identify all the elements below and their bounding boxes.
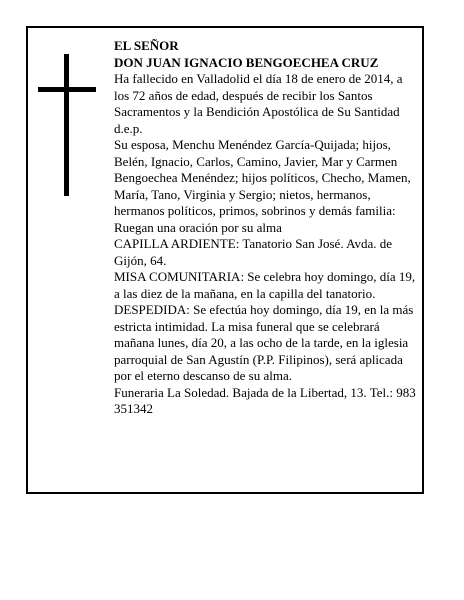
deceased-name: DON JUAN IGNACIO BENGOECHEA CRUZ xyxy=(114,54,379,70)
cross-vertical-bar xyxy=(64,54,69,196)
funeral-home-info: Funeraria La Soledad. Bajada de la Libertad, 13. Tel.: 983 351342 xyxy=(114,384,416,416)
latin-cross-icon xyxy=(38,54,96,196)
chapel-info: CAPILLA ARDIENTE: Tanatorio San José. Avda. de Gijón, 64. xyxy=(114,236,393,268)
death-announcement: Ha fallecido en Valladolid el día 18 de enero de 2014, a los 72 años de edad, después de recibir los Santos Sacramentos y la Bendición Apostólica de Su Santidad d.e.p. xyxy=(114,71,403,136)
community-mass-info: MISA COMUNITARIA: Se celebra hoy domingo, día 19, a las diez de la mañana, en la capilla del tanatorio. xyxy=(114,269,416,301)
farewell-info: DESPEDIDA: Se efectúa hoy domingo, día 19, en la más estricta intimidad. La misa funeral que se celebrará mañana lunes, día 20, a las ocho de la tarde, en la iglesia parroquial de San Agustín (P.P. Filipinos), será aplicada por el eterno descanso de su alma. xyxy=(114,302,414,383)
cross-horizontal-bar xyxy=(38,87,96,92)
deceased-honorific: EL SEÑOR xyxy=(114,38,179,53)
obituary-text xyxy=(114,38,420,418)
family-list: Su esposa, Menchu Menéndez García-Quijada; hijos, Belén, Ignacio, Carlos, Camino, Javier, Mar y Carmen Bengoechea Menéndez; hijos políticos, Checho, Mamen, María, Tano, Virginia y Sergio; nietos, hermanos, hermanos políticos, primos, sobrinos y demás familia: xyxy=(114,137,411,218)
prayer-request: Ruegan una oración por su alma xyxy=(114,219,282,235)
